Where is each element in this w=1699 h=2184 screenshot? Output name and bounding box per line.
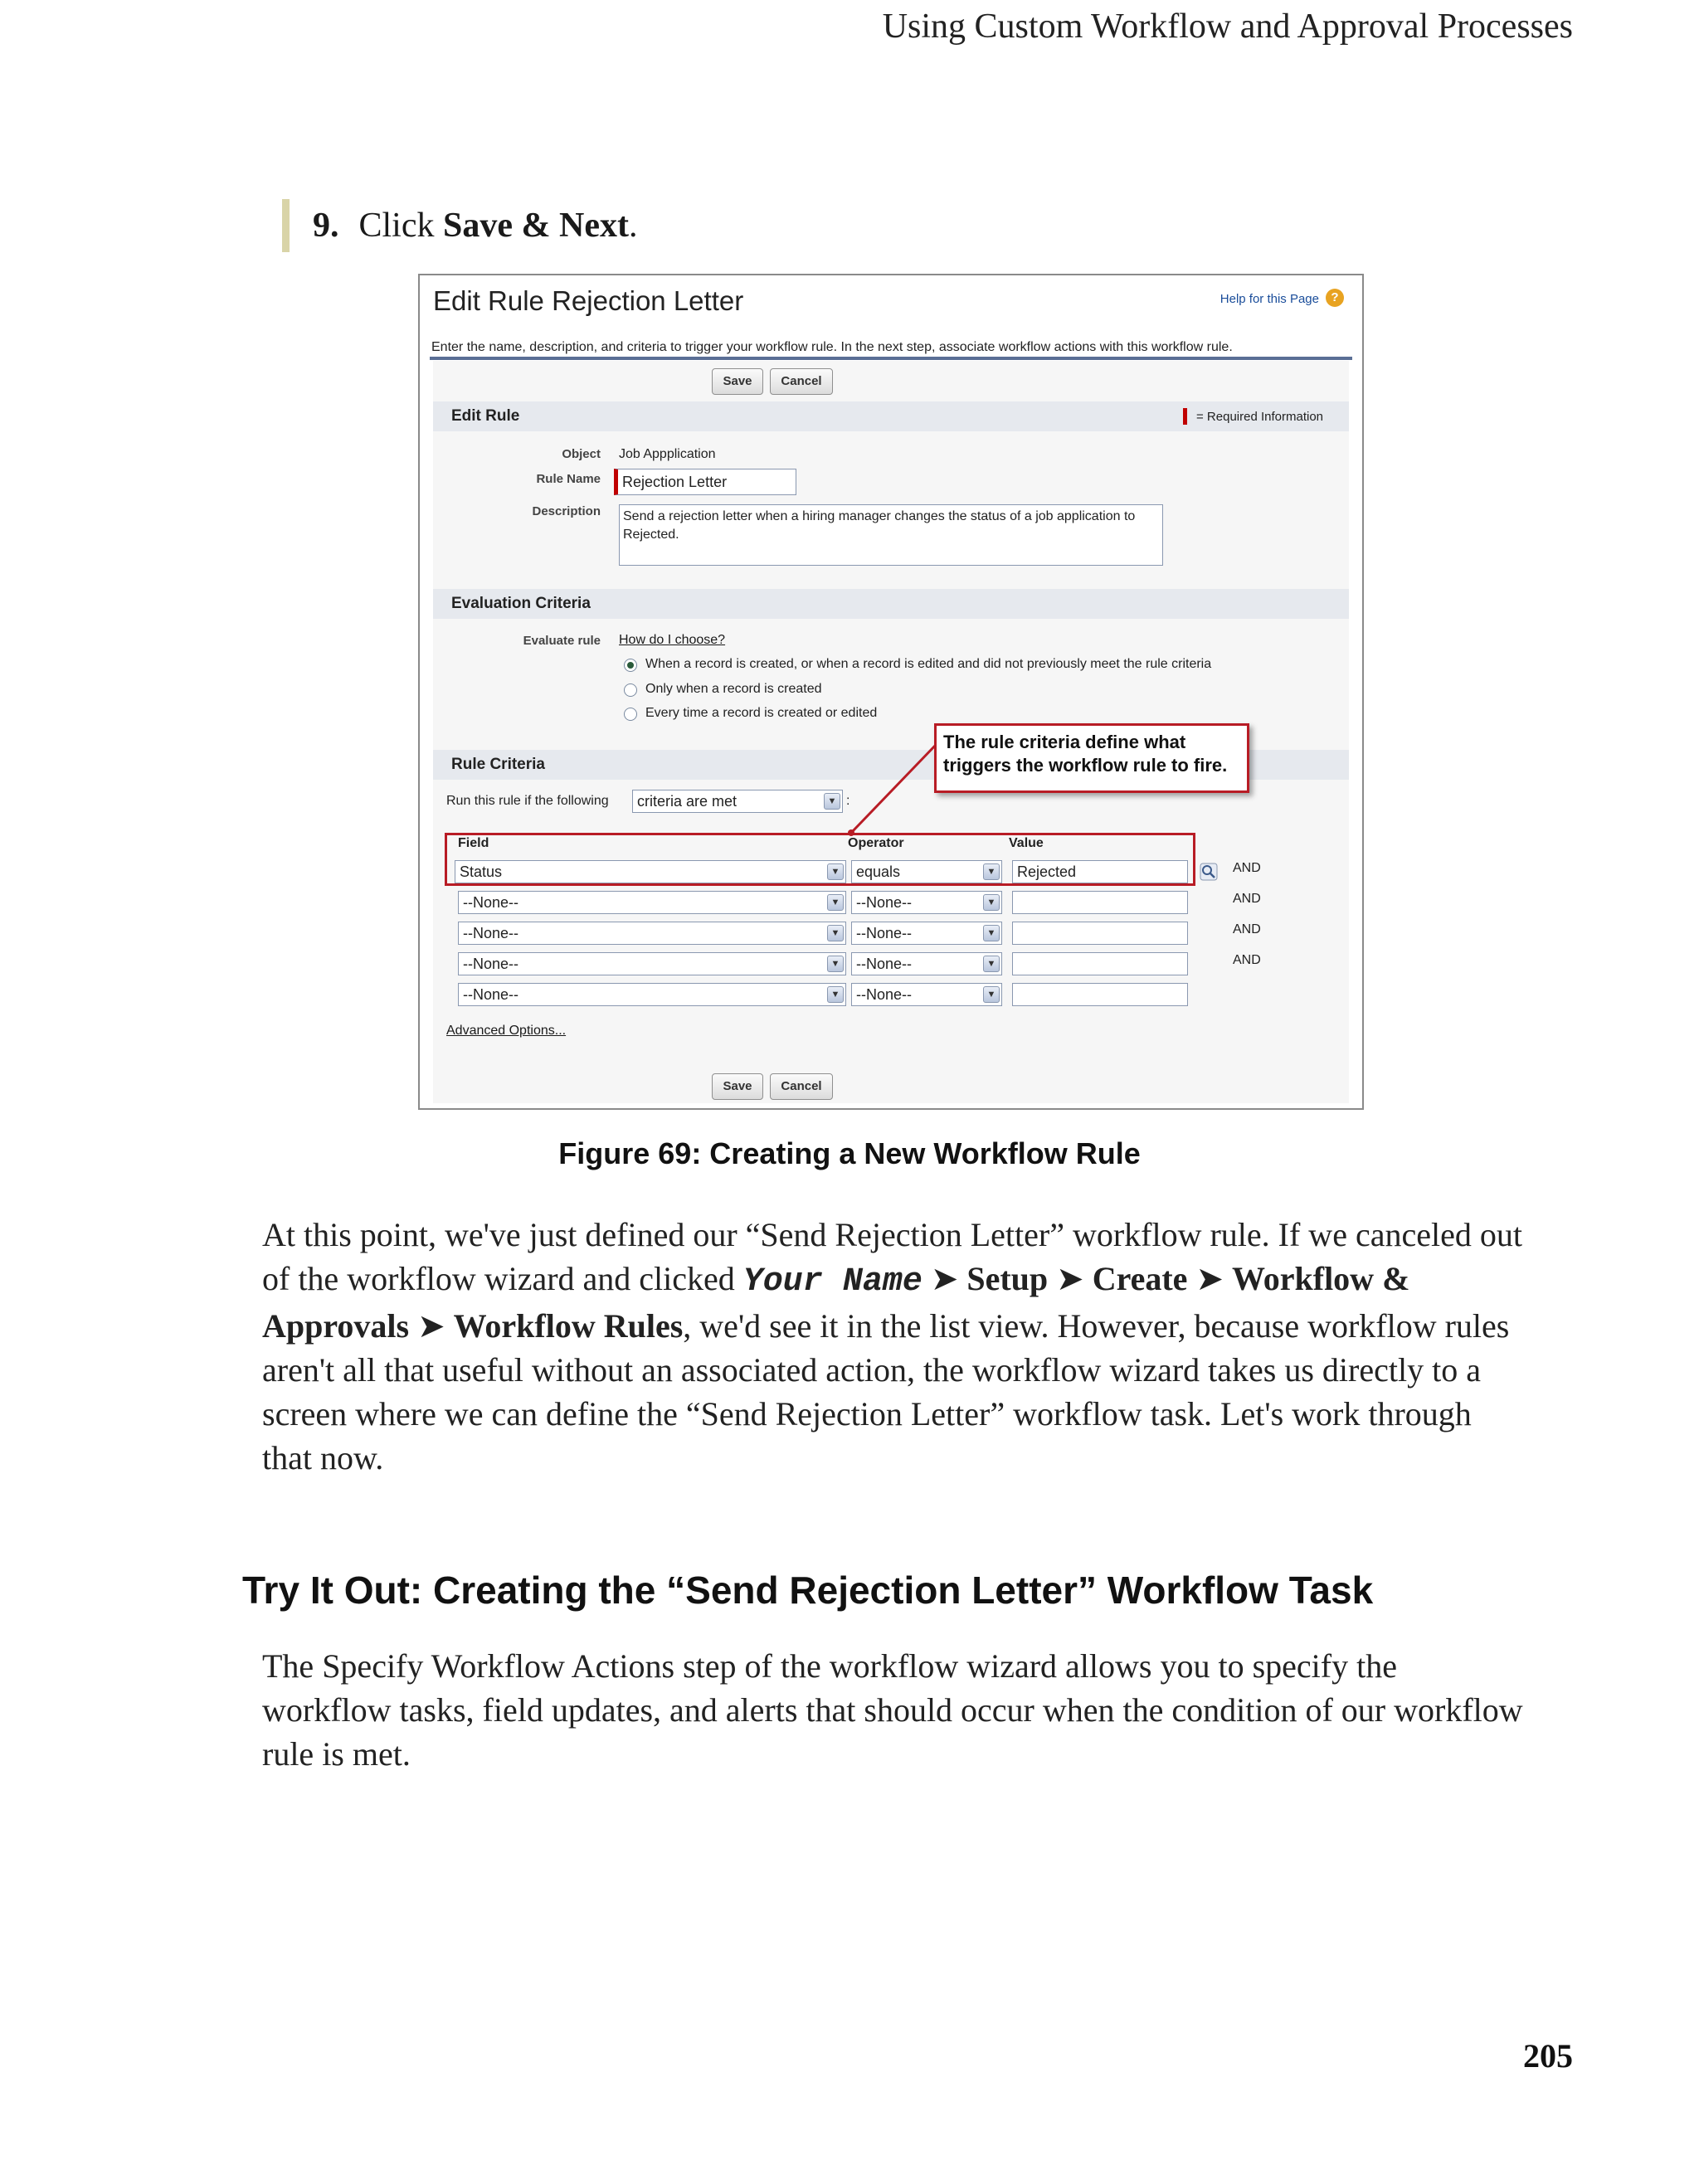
run-rule-colon: : bbox=[846, 794, 850, 808]
radio-label-eval-1: When a record is created, or when a record is edited and did not previously meet the rule criteria bbox=[645, 657, 1212, 671]
chevron-down-icon: ▼ bbox=[983, 925, 1000, 941]
chevron-down-icon: ▼ bbox=[827, 956, 844, 972]
step-prefix: Click bbox=[358, 207, 443, 245]
cancel-button-bottom[interactable]: Cancel bbox=[770, 1073, 833, 1100]
save-button-bottom[interactable]: Save bbox=[712, 1073, 763, 1100]
radio-label-eval-3: Every time a record is created or edited bbox=[645, 706, 878, 720]
run-rule-select[interactable] bbox=[632, 790, 843, 813]
page-number: 205 bbox=[1523, 2037, 1573, 2075]
how-do-i-choose-link[interactable]: How do I choose? bbox=[619, 633, 726, 647]
radio-eval-every-time[interactable] bbox=[624, 708, 637, 721]
create-menu: Create bbox=[1092, 1260, 1188, 1297]
nav-arrow-1: ➤ bbox=[922, 1260, 967, 1297]
your-name-menu: Your Name bbox=[742, 1263, 923, 1301]
criteria-operator-select-3[interactable] bbox=[851, 922, 1002, 945]
radio-label-eval-2: Only when a record is created bbox=[645, 682, 822, 696]
run-rule-label: Run this rule if the following bbox=[446, 794, 609, 808]
section-heading: Try It Out: Creating the “Send Rejection Letter” Workflow Task bbox=[242, 1569, 1374, 1612]
criteria-field-select-2[interactable] bbox=[458, 891, 846, 914]
criteria-operator-select-4[interactable] bbox=[851, 952, 1002, 975]
criteria-and-4: AND bbox=[1233, 953, 1261, 967]
col-header-field: Field bbox=[458, 836, 489, 850]
description-label: Description bbox=[532, 504, 601, 518]
col-header-value: Value bbox=[1009, 836, 1044, 850]
step-9 bbox=[282, 199, 637, 252]
section-title-evaluation: Evaluation Criteria bbox=[451, 595, 591, 612]
criteria-operator-value-5: --None-- bbox=[856, 986, 913, 1003]
criteria-operator-select-2[interactable] bbox=[851, 891, 1002, 914]
paragraph-intro-text-2: , we'd see it in the list view. However, because workflow rules aren't all that useful without an associated action, the workflow wizard takes us directly to a screen where we can define the “Send Rejection Letter” workflow task. Let's work through that now. bbox=[262, 1307, 1510, 1476]
cancel-button-top[interactable]: Cancel bbox=[770, 368, 833, 395]
section-title-rule-criteria: Rule Criteria bbox=[451, 756, 545, 773]
step-suffix: . bbox=[628, 207, 638, 245]
criteria-field-value-4: --None-- bbox=[463, 956, 519, 972]
header-separator bbox=[430, 357, 1352, 360]
required-info-text: = Required Information bbox=[1196, 410, 1324, 424]
chevron-down-icon: ▼ bbox=[983, 863, 1000, 880]
criteria-and-2: AND bbox=[1233, 892, 1261, 906]
criteria-field-select-5[interactable] bbox=[458, 983, 846, 1006]
chevron-down-icon: ▼ bbox=[983, 894, 1000, 911]
nav-arrow-2: ➤ bbox=[1048, 1260, 1093, 1297]
chevron-down-icon: ▼ bbox=[827, 863, 844, 880]
criteria-field-value-1: Status bbox=[460, 863, 503, 880]
chevron-down-icon: ▼ bbox=[983, 986, 1000, 1003]
chevron-down-icon: ▼ bbox=[824, 793, 840, 810]
callout-pointer-line bbox=[835, 740, 942, 839]
running-head: Using Custom Workflow and Approval Processes bbox=[882, 7, 1573, 46]
chevron-down-icon: ▼ bbox=[827, 894, 844, 911]
screenshot-edit-rule bbox=[418, 274, 1364, 1110]
nav-arrow-3: ➤ bbox=[1187, 1260, 1232, 1297]
radio-eval-created-or-edited-not-met[interactable] bbox=[624, 659, 637, 672]
criteria-field-value-5: --None-- bbox=[463, 986, 519, 1003]
criteria-value-input-3[interactable] bbox=[1012, 922, 1188, 945]
rule-name-label: Rule Name bbox=[536, 472, 601, 486]
radio-eval-created-only[interactable] bbox=[624, 683, 637, 697]
chevron-down-icon: ▼ bbox=[827, 986, 844, 1003]
nav-arrow-4: ➤ bbox=[409, 1307, 454, 1345]
criteria-field-select-4[interactable] bbox=[458, 952, 846, 975]
criteria-field-value-3: --None-- bbox=[463, 925, 519, 941]
rule-name-input[interactable]: Rejection Letter bbox=[614, 469, 796, 495]
criteria-operator-value-2: --None-- bbox=[856, 894, 913, 911]
paragraph-intro bbox=[262, 1213, 1523, 1480]
save-button-top[interactable]: Save bbox=[712, 368, 763, 395]
figure-caption: Figure 69: Creating a New Workflow Rule bbox=[558, 1136, 1141, 1170]
setup-menu: Setup bbox=[966, 1260, 1049, 1297]
step-number: 9. bbox=[313, 207, 339, 245]
criteria-value-input-4[interactable] bbox=[1012, 952, 1188, 975]
step-action: Save & Next bbox=[443, 207, 629, 245]
criteria-field-value-2: --None-- bbox=[463, 894, 519, 911]
run-rule-select-value: criteria are met bbox=[637, 793, 738, 810]
help-question-icon[interactable]: ? bbox=[1326, 289, 1344, 307]
evaluate-rule-label: Evaluate rule bbox=[523, 634, 601, 648]
intro-text: Enter the name, description, and criteria to trigger your workflow rule. In the next step, associate workflow actions with this workflow rule. bbox=[431, 340, 1233, 354]
criteria-operator-value-3: --None-- bbox=[856, 925, 913, 941]
object-label: Object bbox=[562, 447, 601, 461]
callout-rule-criteria: The rule criteria define what triggers the workflow rule to fire. bbox=[934, 723, 1249, 793]
criteria-field-select-3[interactable] bbox=[458, 922, 846, 945]
col-header-operator: Operator bbox=[848, 836, 904, 850]
criteria-value-input-2[interactable] bbox=[1012, 891, 1188, 914]
criteria-value-input-1[interactable]: Rejected bbox=[1012, 860, 1188, 883]
criteria-highlight-box bbox=[445, 833, 1195, 886]
section-title-edit-rule: Edit Rule bbox=[451, 407, 520, 425]
lookup-magnifier-icon[interactable] bbox=[1200, 863, 1218, 881]
criteria-operator-select-5[interactable] bbox=[851, 983, 1002, 1006]
chevron-down-icon: ▼ bbox=[827, 925, 844, 941]
criteria-and-1: AND bbox=[1233, 861, 1261, 875]
advanced-options-link[interactable]: Advanced Options... bbox=[446, 1024, 567, 1038]
object-value: Job Appplication bbox=[619, 447, 716, 461]
chevron-down-icon: ▼ bbox=[983, 956, 1000, 972]
help-link[interactable]: Help for this Page bbox=[1219, 292, 1319, 306]
criteria-operator-value-1: equals bbox=[856, 863, 901, 880]
description-textarea[interactable]: Send a rejection letter when a hiring manager changes the status of a job application to Rejected. bbox=[619, 504, 1163, 566]
screenshot-title: Edit Rule Rejection Letter bbox=[433, 285, 744, 316]
workflow-rules-menu: Workflow Rules bbox=[453, 1307, 684, 1345]
required-indicator bbox=[1183, 408, 1187, 425]
criteria-value-input-5[interactable] bbox=[1012, 983, 1188, 1006]
criteria-and-3: AND bbox=[1233, 922, 1261, 936]
workflow-approvals-menu: Workflow & Approvals bbox=[262, 1260, 1410, 1345]
criteria-operator-value-4: --None-- bbox=[856, 956, 913, 972]
paragraph-intro-text-1: At this point, we've just defined our “Send Rejection Letter” workflow rule. If we canceled out of the workflow wizard and clicked bbox=[262, 1216, 1522, 1297]
paragraph-workflow-actions: The Specify Workflow Actions step of the workflow wizard allows you to specify the workflow tasks, field updates, and alerts that should occur when the condition of our workflow rule is met. bbox=[262, 1647, 1523, 1773]
